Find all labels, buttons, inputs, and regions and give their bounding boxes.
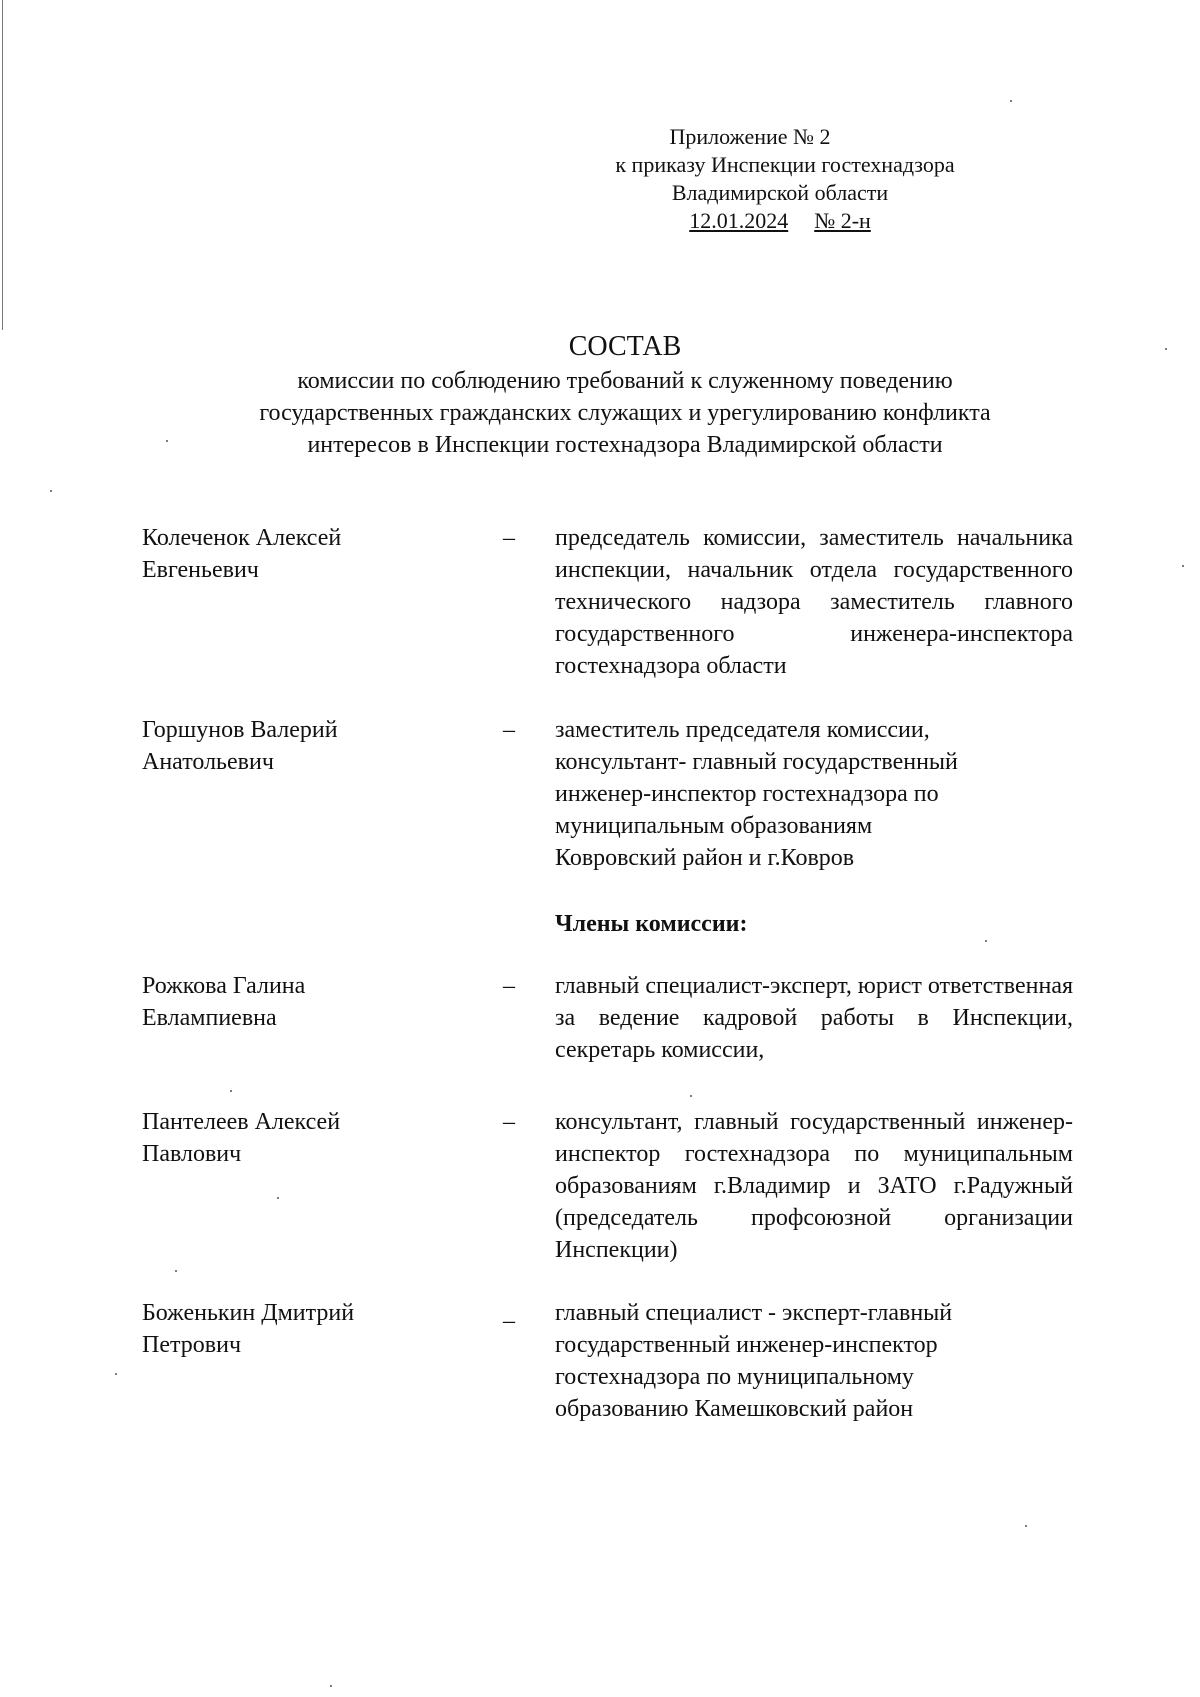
order-number: № 2-н <box>814 208 871 233</box>
subtitle-line: интересов в Инспекции гостехнадзора Владимирской области <box>307 432 943 458</box>
scan-speck <box>1182 565 1184 567</box>
member-role: консультант, главный государственный инженер-инспектор гостехнадзора по муниципальным образованиям г.Владимир и ЗАТО г.Радужный (председатель профсоюзной организации Инспекции) <box>555 1109 1073 1263</box>
scan-edge-line <box>2 0 3 330</box>
appendix-region-line: Владимирской области <box>671 180 889 205</box>
member-role: председатель комиссии, заместитель начальника инспекции, начальник отдела государственного технического надзора заместитель главного государственного инженера-инспектора гостехнадзора области <box>555 525 1073 679</box>
appendix-title: Приложение № 2 <box>669 124 831 149</box>
subtitle-line: государственных гражданских служащих и урегулированию конфликта <box>259 400 991 426</box>
members-heading: Члены комиссии: <box>555 911 748 937</box>
member-dash: – <box>503 525 515 551</box>
scan-speck <box>690 1095 692 1097</box>
member-dash: – <box>503 717 515 743</box>
scan-speck <box>1025 1525 1027 1527</box>
scan-speck <box>1010 100 1012 102</box>
appendix-order-line: к приказу Инспекции гостехнадзора <box>615 152 955 177</box>
document-title: СОСТАВ <box>568 331 682 362</box>
member-dash: _ <box>503 1300 515 1326</box>
member-name: Колеченок Алексей Евгеньевич <box>142 525 342 583</box>
member-name: Боженькин Дмитрий Петрович <box>142 1300 355 1358</box>
order-date: 12.01.2024 <box>689 208 789 233</box>
scan-speck <box>230 1090 232 1092</box>
member-role: заместитель председателя комиссии, консультант- главный государственный инженер-инспектор гостехнадзора по муниципальным образованиям Ковровский район и г.Ковров <box>555 717 958 871</box>
scan-speck <box>166 440 168 442</box>
member-dash: – <box>503 973 515 999</box>
appendix-header <box>560 123 990 235</box>
member-role: главный специалист-эксперт, юрист ответственная за ведение кадровой работы в Инспекции, секретарь комиссии, <box>555 973 1074 1063</box>
scan-speck <box>330 1685 332 1687</box>
scan-speck <box>985 940 987 942</box>
subtitle-line: комиссии по соблюдению требований к служенному поведению <box>297 368 953 394</box>
member-name: Горшунов Валерий Анатольевич <box>142 717 338 775</box>
member-dash: – <box>503 1109 515 1135</box>
scan-speck <box>1165 348 1167 350</box>
member-role: главный специалист - эксперт-главный государственный инженер-инспектор гостехнадзора по муниципальному образованию Камешковский район <box>555 1300 953 1422</box>
member-name: Рожкова Галина Евлампиевна <box>142 973 306 1031</box>
scan-speck <box>50 490 52 492</box>
appendix-date-line <box>570 207 990 235</box>
scan-speck <box>175 1270 177 1272</box>
member-name: Пантелеев Алексей Павлович <box>142 1109 341 1167</box>
scan-speck <box>277 1197 279 1199</box>
scan-speck <box>115 1373 117 1375</box>
document-subtitle <box>150 365 1100 461</box>
